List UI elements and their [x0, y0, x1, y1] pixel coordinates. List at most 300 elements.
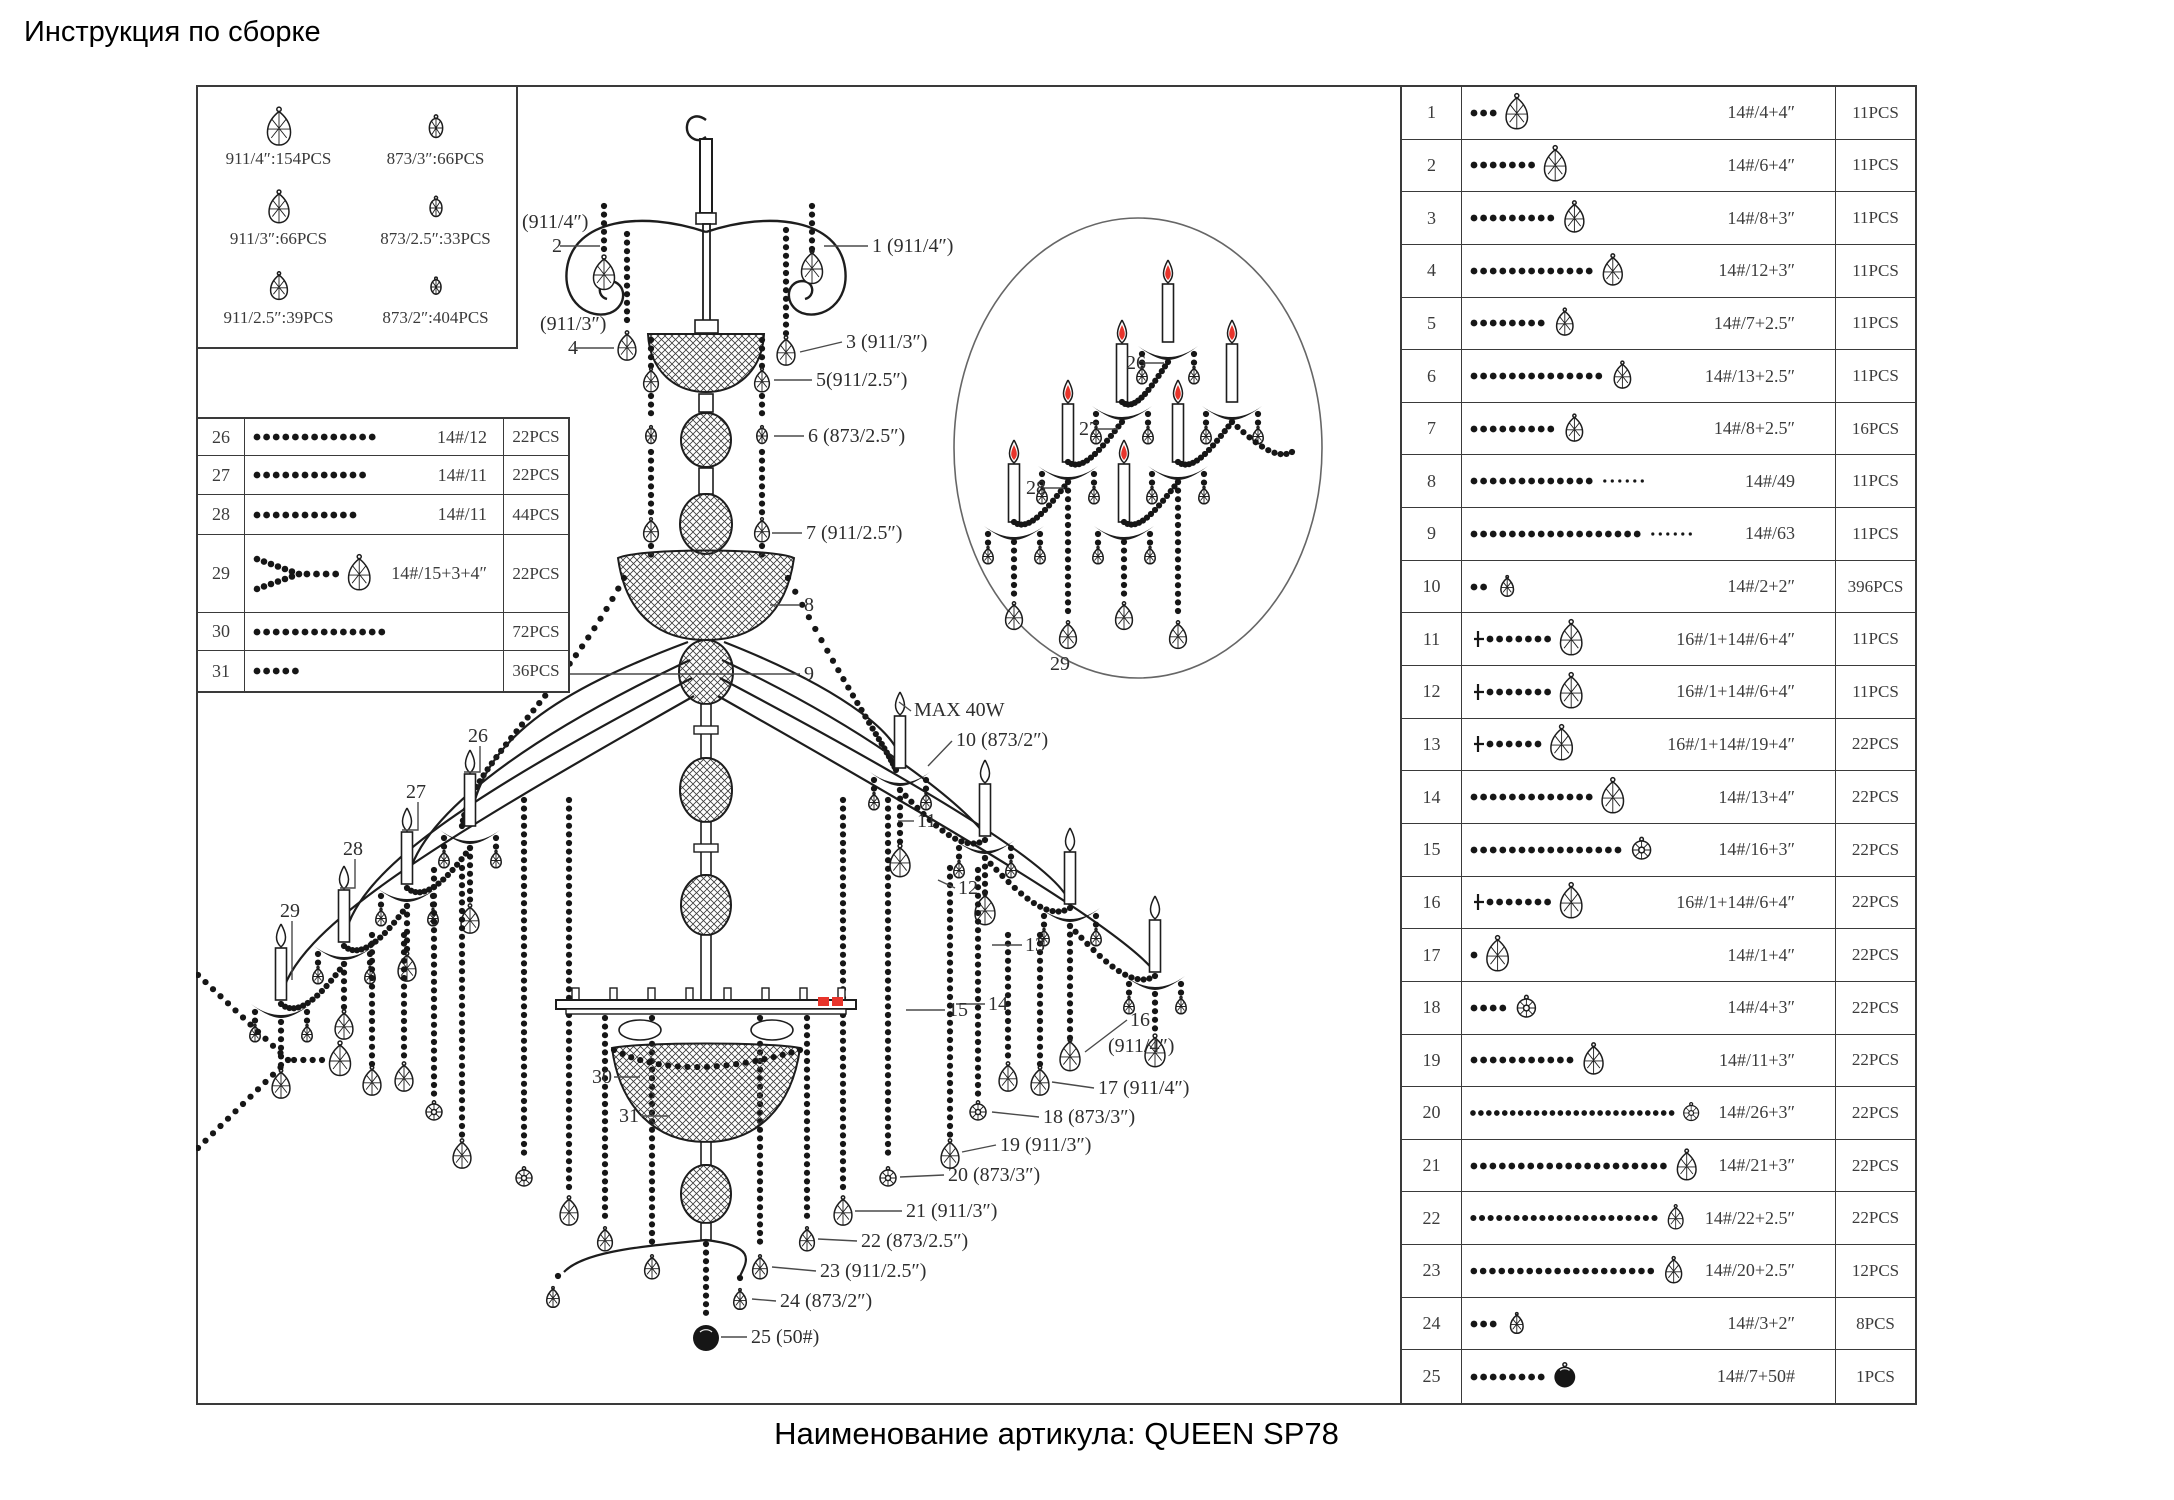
crystal-icon [834, 1196, 852, 1225]
bead-chain-icon [251, 651, 319, 691]
bobeche-icon [984, 526, 1044, 540]
part-number: 25 [1402, 1350, 1462, 1403]
callout-r14: 14 [988, 993, 1008, 1015]
part-qty: 11PCS [1836, 508, 1915, 561]
crystal-icon [363, 1066, 381, 1095]
part-qty: 1PCS [1836, 1350, 1915, 1403]
part-spec: 14#/20+2.5″ [1704, 1260, 1795, 1281]
callout-r21: 21 (911/3″) [906, 1200, 998, 1222]
bobeche-icon [1094, 526, 1154, 540]
crystal-icon [1147, 487, 1158, 504]
crystal-icon [1199, 487, 1210, 504]
callout-L27: 27 [406, 781, 426, 803]
part-qty: 11PCS [1836, 140, 1915, 193]
crystal-icon [1035, 547, 1046, 564]
callout-r30: 30 [592, 1066, 612, 1088]
callout-r12: 12 [958, 877, 978, 899]
part-qty: 11PCS [1836, 455, 1915, 508]
bead-chain-icon [251, 495, 377, 535]
callout-r10: 10 (873/2″) [956, 729, 1049, 751]
crystal-icon [1006, 602, 1023, 630]
crystal-icon [430, 196, 442, 216]
part-qty: 8PCS [1836, 1298, 1915, 1351]
crystal-icon [1510, 1312, 1523, 1333]
callout-r7: 7 (911/2.5″) [806, 522, 903, 544]
crystal-icon [734, 1289, 747, 1310]
part-spec: 14#/8+3″ [1727, 207, 1795, 228]
long-chain-icon [1468, 458, 1663, 504]
crystal-icon [1565, 201, 1584, 232]
part-spec: 16#/1+14#/19+4″ [1667, 733, 1795, 754]
part-spec: 16#/1+14#/6+4″ [1676, 891, 1795, 912]
crystal-icon [313, 967, 324, 984]
callout-r17: 17 (911/4″) [1098, 1077, 1190, 1099]
crystal-icon [1006, 861, 1017, 878]
bobeche-icon [1202, 406, 1262, 420]
part-number: 13 [1402, 719, 1462, 772]
legend-spec: 911/3″:66PCS [229, 228, 328, 248]
part-spec: 14#/4+3″ [1727, 997, 1795, 1018]
pin-chain-crystal-icon [1468, 669, 1599, 715]
part-drawing [1462, 1140, 1836, 1193]
part-spec: 14#/1+4″ [1727, 944, 1795, 965]
part-drawing [1462, 140, 1836, 193]
crystal-icon [1145, 547, 1156, 564]
callout-r19: 19 (911/3″) [1000, 1134, 1092, 1156]
part-number: 30 [198, 613, 245, 651]
crystal-icon [1093, 547, 1104, 564]
part-spec: 14#/63 [1744, 523, 1795, 544]
chain-crystal-icon [1468, 1037, 1622, 1083]
part-spec: 14#/8+2.5″ [1713, 418, 1795, 439]
crystal-icon [1603, 254, 1622, 285]
legend-spec: 873/2.5″:33PCS [380, 228, 491, 248]
callout-r15: 15 [948, 999, 968, 1021]
legend-spec: 911/2.5″:39PCS [223, 308, 334, 328]
part-qty: 11PCS [1836, 192, 1915, 245]
crystal-icon [645, 1255, 660, 1279]
part-drawing [1462, 403, 1836, 456]
candle-flame-icon [1150, 896, 1159, 919]
part-qty: 22PCS [1836, 824, 1915, 877]
part-drawing [1462, 1087, 1836, 1140]
part-drawing [1462, 1350, 1836, 1403]
bobeche-icon [1148, 466, 1208, 480]
part-number: 17 [1402, 929, 1462, 982]
part-number: 23 [1402, 1245, 1462, 1298]
crystal-legend [196, 85, 518, 349]
part-number: 9 [1402, 508, 1462, 561]
legend-item [380, 186, 491, 249]
part-drawing [1462, 613, 1836, 666]
crystal-icon [646, 426, 657, 444]
pear-crystal-icon [414, 265, 458, 307]
crystal-icon [547, 1287, 560, 1308]
crystal-icon [1602, 778, 1623, 813]
part-qty: 44PCS [504, 495, 568, 535]
part-drawing [1462, 192, 1836, 245]
part-number: 3 [1402, 192, 1462, 245]
part-number: 14 [1402, 771, 1462, 824]
crystal-icon [800, 1227, 815, 1251]
part-spec: 14#/21+3″ [1718, 1155, 1795, 1176]
part-number: 8 [1402, 455, 1462, 508]
crystal-icon [398, 952, 416, 981]
part-qty: 22PCS [504, 456, 568, 495]
part-drawing [1462, 666, 1836, 719]
part-number: 21 [1402, 1140, 1462, 1193]
callout-I29: 29 [1050, 653, 1070, 675]
bobeche-icon [1138, 346, 1198, 360]
candle-flame-icon [1065, 828, 1074, 851]
bead-chain-icon [251, 613, 405, 651]
part-drawing [245, 495, 504, 535]
part-drawing [1462, 982, 1836, 1035]
part-number: 19 [1402, 1035, 1462, 1088]
crystal-icon [1614, 361, 1630, 388]
chain-crystal-icon [1468, 90, 1545, 136]
part-number: 27 [198, 456, 245, 495]
crystal-icon [594, 255, 615, 290]
crystal-icon [349, 554, 370, 589]
crystal-icon [644, 518, 659, 542]
part-qty: 11PCS [1836, 245, 1915, 298]
crystal-icon [270, 272, 287, 300]
bobeche-icon [1092, 406, 1152, 420]
part-spec: 14#/7+50# [1716, 1366, 1795, 1387]
crystal-icon [1560, 672, 1581, 707]
candle-flame-icon [402, 808, 411, 831]
crystal-icon [1089, 487, 1100, 504]
chain-ball-icon [1468, 1354, 1593, 1400]
crystal-icon [757, 426, 768, 444]
callout-r16b: (911/4″) [1108, 1035, 1175, 1057]
chain-crystal-icon [1468, 195, 1602, 241]
chain-crystal-icon [1468, 564, 1535, 610]
chain-crystal-icon [1468, 827, 1670, 873]
callout-r3: 3 (911/3″) [846, 331, 928, 353]
part-number: 31 [198, 651, 245, 691]
crystal-icon [335, 1010, 353, 1039]
callout-t2: 2 [552, 235, 562, 257]
part-number: 22 [1402, 1192, 1462, 1245]
callout-L28: 28 [343, 838, 363, 860]
callout-r9: 9 [804, 663, 814, 685]
part-qty: 11PCS [1836, 298, 1915, 351]
part-qty: 22PCS [504, 419, 568, 456]
callout-r1: 1 (911/4″) [872, 235, 954, 257]
part-spec: 14#/11+3″ [1719, 1049, 1795, 1070]
part-number: 15 [1402, 824, 1462, 877]
candle-flame-icon [465, 750, 474, 773]
crystal-icon [755, 518, 770, 542]
part-drawing [1462, 561, 1836, 614]
chain-crystal-icon [1468, 142, 1583, 188]
crystal-icon [1560, 883, 1581, 918]
crystal-icon [1116, 602, 1133, 630]
part-number: 18 [1402, 982, 1462, 1035]
crystal-icon [970, 1101, 986, 1120]
callout-r23: 23 (911/2.5″) [820, 1260, 927, 1282]
chain-crystal-icon [1468, 1090, 1714, 1136]
crystal-icon [1517, 995, 1535, 1017]
chain-crystal-icon [1468, 932, 1526, 978]
pear-crystal-icon [414, 186, 458, 228]
part-qty: 11PCS [1836, 350, 1915, 403]
part-drawing [1462, 719, 1836, 772]
chain-crystal-icon [1468, 1301, 1545, 1347]
part-number: 12 [1402, 666, 1462, 719]
crystal-icon [777, 336, 795, 365]
part-spec: 14#/2+2″ [1727, 576, 1795, 597]
crystal-icon [429, 115, 442, 138]
crystal-icon [802, 249, 823, 284]
callout-L26: 26 [468, 725, 488, 747]
part-qty: 22PCS [1836, 1192, 1915, 1245]
callout-r18: 18 (873/3″) [1043, 1106, 1136, 1128]
part-spec: 14#/12 [436, 426, 487, 447]
part-drawing [245, 535, 504, 613]
callout-r20: 20 (873/3″) [948, 1164, 1041, 1186]
legend-item [226, 106, 332, 169]
chain-crystal-icon [1468, 774, 1641, 820]
crystal-icon [1684, 1103, 1699, 1121]
crystal-icon [1506, 93, 1527, 128]
part-qty: 22PCS [1836, 877, 1915, 930]
crystal-icon [755, 368, 770, 392]
part-spec: 14#/4+4″ [1727, 102, 1795, 123]
callout-I27: 27 [1079, 418, 1099, 440]
part-spec: 16#/1+14#/6+4″ [1676, 681, 1795, 702]
part-qty: 11PCS [1836, 613, 1915, 666]
crystal-icon [983, 547, 994, 564]
crystal-icon [869, 793, 880, 810]
part-number: 6 [1402, 350, 1462, 403]
part-qty: 22PCS [1836, 771, 1915, 824]
crystal-icon [1487, 936, 1508, 971]
part-qty: 396PCS [1836, 561, 1915, 614]
part-spec: 14#/7+2.5″ [1713, 312, 1795, 333]
chain-crystal-icon [1468, 985, 1554, 1031]
candle-flame-icon [980, 760, 989, 783]
legend-spec: 873/3″:66PCS [386, 148, 485, 168]
part-spec: 14#/6+4″ [1727, 154, 1795, 175]
part-spec: 14#/3+2″ [1727, 1313, 1795, 1334]
part-qty: 22PCS [1836, 929, 1915, 982]
crystal-icon [302, 1025, 313, 1042]
legend-item [224, 265, 334, 328]
pin-chain-crystal-icon [1468, 879, 1599, 925]
crystal-icon [1501, 575, 1514, 596]
crystal-icon [1668, 1205, 1683, 1229]
part-number: 28 [198, 495, 245, 535]
part-qty: 36PCS [504, 651, 568, 691]
part-qty: 12PCS [1836, 1245, 1915, 1298]
part-number: 16 [1402, 877, 1462, 930]
crystal-icon [1551, 725, 1572, 760]
crystal-icon [1560, 620, 1581, 655]
crystal-icon [330, 1041, 351, 1076]
crystal-icon [1060, 621, 1077, 649]
crystal-icon [1554, 1362, 1575, 1387]
part-drawing [1462, 245, 1836, 298]
chain-crystal-icon [1468, 406, 1602, 452]
pendeloque-crystal-icon [257, 186, 301, 228]
chain-crystal-icon [1468, 300, 1593, 346]
crystal-icon [1544, 146, 1565, 181]
crystal-icon [269, 189, 289, 222]
part-drawing [1462, 1245, 1836, 1298]
crystal-icon [1170, 621, 1187, 649]
crystal-icon [1633, 837, 1651, 859]
part-drawing [1462, 877, 1836, 930]
crystal-icon [1091, 929, 1102, 946]
part-number: 20 [1402, 1087, 1462, 1140]
callout-r8: 8 [804, 594, 814, 616]
bead-chain-icon [251, 456, 386, 495]
crystal-icon [1584, 1043, 1603, 1074]
callout-r5: 5(911/2.5″) [816, 369, 908, 391]
chain-crystal-icon [1468, 353, 1650, 399]
legend-item [387, 106, 485, 169]
crystal-icon [1566, 414, 1582, 441]
part-number: 11 [1402, 613, 1462, 666]
crystal-icon [1060, 1038, 1080, 1071]
parts-table-right [1400, 85, 1917, 1405]
crystal-icon [439, 851, 450, 868]
callout-r31: 31 [619, 1105, 639, 1127]
chain-crystal-icon [1468, 1248, 1701, 1294]
legend-item [230, 186, 327, 249]
pendeloque-crystal-icon [257, 265, 301, 307]
part-spec: 14#/13+4″ [1718, 786, 1795, 807]
legend-spec: 911/4″:154PCS [225, 148, 332, 168]
article-caption: Наименование артикула: QUEEN SP78 [774, 1416, 1339, 1451]
part-spec: 16#/1+14#/6+4″ [1676, 628, 1795, 649]
part-drawing [1462, 1298, 1836, 1351]
part-qty: 22PCS [1836, 1035, 1915, 1088]
part-spec: 14#/15+3+4″ [391, 563, 487, 583]
part-drawing [1462, 824, 1836, 877]
callout-r22: 22 (873/2.5″) [861, 1230, 969, 1252]
part-number: 10 [1402, 561, 1462, 614]
part-spec: 14#/13+2.5″ [1704, 365, 1795, 386]
crystal-icon [890, 844, 910, 877]
callout-r24: 24 (873/2″) [780, 1290, 873, 1312]
part-qty: 22PCS [504, 535, 568, 613]
part-drawing [245, 613, 504, 651]
callout-r25: 25 (50#) [751, 1326, 820, 1348]
part-drawing [1462, 455, 1836, 508]
part-number: 26 [198, 419, 245, 456]
part-drawing [1462, 771, 1836, 824]
long-chain-icon [1468, 511, 1711, 557]
part-drawing [245, 651, 504, 691]
legend-spec: 873/2″:404PCS [382, 308, 489, 328]
candle-flame-icon [339, 866, 348, 889]
crystal-icon [598, 1227, 613, 1251]
crystal-icon [618, 331, 636, 360]
callout-maxw: MAX 40W [914, 699, 1005, 721]
part-drawing [1462, 350, 1836, 403]
page-title: Инструкция по сборке [24, 16, 321, 48]
crystal-icon [430, 277, 440, 294]
crystal-icon [1176, 997, 1187, 1014]
crystal-icon [954, 861, 965, 878]
part-drawing [245, 456, 504, 495]
pear-crystal-icon [414, 106, 458, 148]
crystal-icon [1201, 427, 1212, 444]
callout-r6: 6 (873/2.5″) [808, 425, 906, 447]
crystal-icon [1143, 427, 1154, 444]
crystal-icon [453, 1139, 471, 1168]
callout-t4: 4 [568, 337, 578, 359]
part-number: 2 [1402, 140, 1462, 193]
part-qty: 22PCS [1836, 1087, 1915, 1140]
part-drawing [1462, 1035, 1836, 1088]
part-number: 5 [1402, 298, 1462, 351]
inset-detail-view [954, 218, 1322, 678]
bead-chain-icon [251, 419, 396, 456]
part-spec: 14#/16+3″ [1718, 839, 1795, 860]
part-spec: 14#/11 [437, 504, 487, 524]
y-chain-with-crystal-icon [251, 551, 387, 597]
part-drawing [245, 419, 504, 456]
callout-r13: 13 [1025, 934, 1045, 956]
callout-t2spec: (911/4″) [522, 211, 589, 233]
crystal-icon [644, 368, 659, 392]
crystal-icon [1677, 1149, 1696, 1180]
crystal-icon [395, 1062, 413, 1091]
part-drawing [1462, 1192, 1836, 1245]
crystal-icon [1189, 367, 1200, 384]
chain-crystal-icon [1468, 1143, 1714, 1189]
bobeche-icon [1038, 466, 1098, 480]
crystal-icon [1557, 309, 1573, 336]
crystal-icon [426, 1101, 442, 1120]
part-number: 7 [1402, 403, 1462, 456]
crystal-icon [376, 909, 387, 926]
chain-crystal-icon [1468, 1195, 1701, 1241]
candle-flame-icon [276, 924, 285, 947]
part-spec: 14#/12+3″ [1718, 260, 1795, 281]
chain-crystal-icon [1468, 248, 1641, 294]
part-drawing [1462, 929, 1836, 982]
part-qty: 22PCS [1836, 719, 1915, 772]
part-drawing [1462, 87, 1836, 140]
callout-I28: 28 [1026, 477, 1046, 499]
crystal-icon [560, 1196, 578, 1225]
callout-L29: 29 [280, 900, 300, 922]
pin-chain-crystal-icon [1468, 616, 1599, 662]
crystal-icon [491, 851, 502, 868]
part-qty: 11PCS [1836, 87, 1915, 140]
bobeche-icon [870, 772, 930, 786]
bobeche-icon [440, 830, 500, 844]
part-qty: 22PCS [1836, 982, 1915, 1035]
part-drawing [1462, 508, 1836, 561]
callout-r11: 11 [917, 810, 937, 832]
crystal-icon [516, 1167, 532, 1186]
part-spec: 14#/49 [1744, 470, 1795, 491]
crystal-icon [753, 1255, 768, 1279]
part-qty: 11PCS [1836, 666, 1915, 719]
part-drawing [1462, 298, 1836, 351]
crystal-icon [1031, 1066, 1049, 1095]
part-number: 1 [1402, 87, 1462, 140]
part-spec: 14#/26+3″ [1718, 1102, 1795, 1123]
callout-r16a: 16 [1130, 1009, 1150, 1031]
